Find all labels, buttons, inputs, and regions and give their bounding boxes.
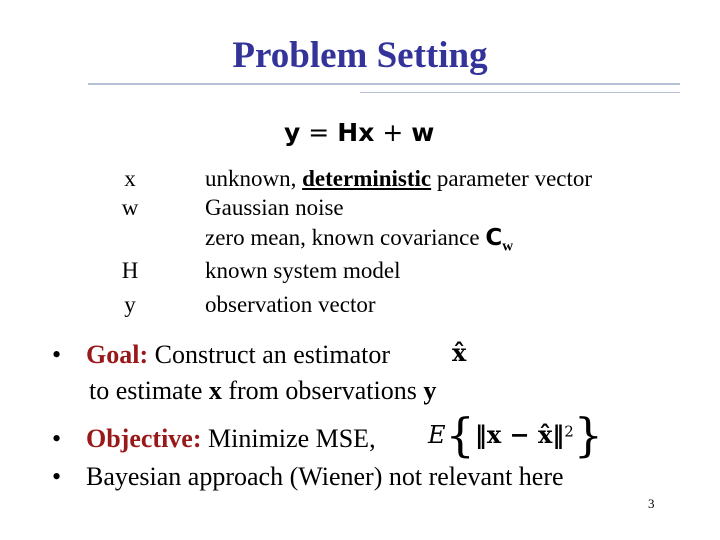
goal-text: Construct an estimator [148,340,391,369]
eq-plus: + [382,118,404,147]
mse-expectation: E [428,421,446,449]
goal-label: Goal: [86,340,149,369]
estimator-symbol: x̂ [452,338,467,367]
mse-brace-left: { [445,408,475,462]
model-equation [284,118,434,147]
var-desc-w-cont [205,225,513,256]
goal-cont-pre: to estimate [89,376,209,405]
var-desc-y: observation vector [205,292,376,317]
bayes-text: Bayesian approach (Wiener) not relevant here [86,462,564,491]
page-number: 3 [648,496,655,511]
eq-w: w [411,118,435,147]
eq-y: y [284,118,301,147]
eq-equals: = [308,118,330,147]
var-symbol-w: w [121,195,139,220]
mse-norm: ‖x − x̂‖ [474,420,565,449]
var-desc-x-post: parameter vector [431,166,593,191]
var-desc-x-emph: deterministic [302,166,432,191]
mse-formula [428,408,604,462]
var-desc-cov-pre: zero mean, known covariance [205,225,486,250]
eq-h: H [337,118,359,147]
mse-brace-right: } [573,408,604,462]
var-desc-w: Gaussian noise [205,195,344,220]
title-rule [88,83,680,85]
mse-exponent: 2 [564,422,574,441]
title-rule-secondary [360,92,680,93]
objective-label: Objective: [86,424,202,453]
var-desc-x-pre: unknown, [205,166,303,191]
bullet-dot: • [52,340,62,369]
eq-x: x [358,118,375,147]
cov-symbol: C [485,225,503,251]
goal-cont-y: y [423,376,437,405]
var-desc-h: known system model [205,258,401,283]
objective-text: Minimize MSE, [201,424,376,453]
goal-cont-mid: from observations [221,376,424,405]
var-symbol-h: H [121,258,139,283]
bullet-objective [52,424,376,454]
bullet-dot: • [52,424,62,453]
var-symbol-x: x [124,166,136,191]
goal-cont-x: x [208,376,222,405]
bullet-dot: • [52,462,62,491]
bullet-goal [52,340,390,370]
var-desc-x [205,166,592,192]
bullet-goal-cont [89,376,436,406]
slide-title: Problem Setting [232,35,488,76]
cov-subscript: w [502,238,514,255]
bullet-bayes [52,462,564,492]
var-symbol-y: y [124,292,136,317]
